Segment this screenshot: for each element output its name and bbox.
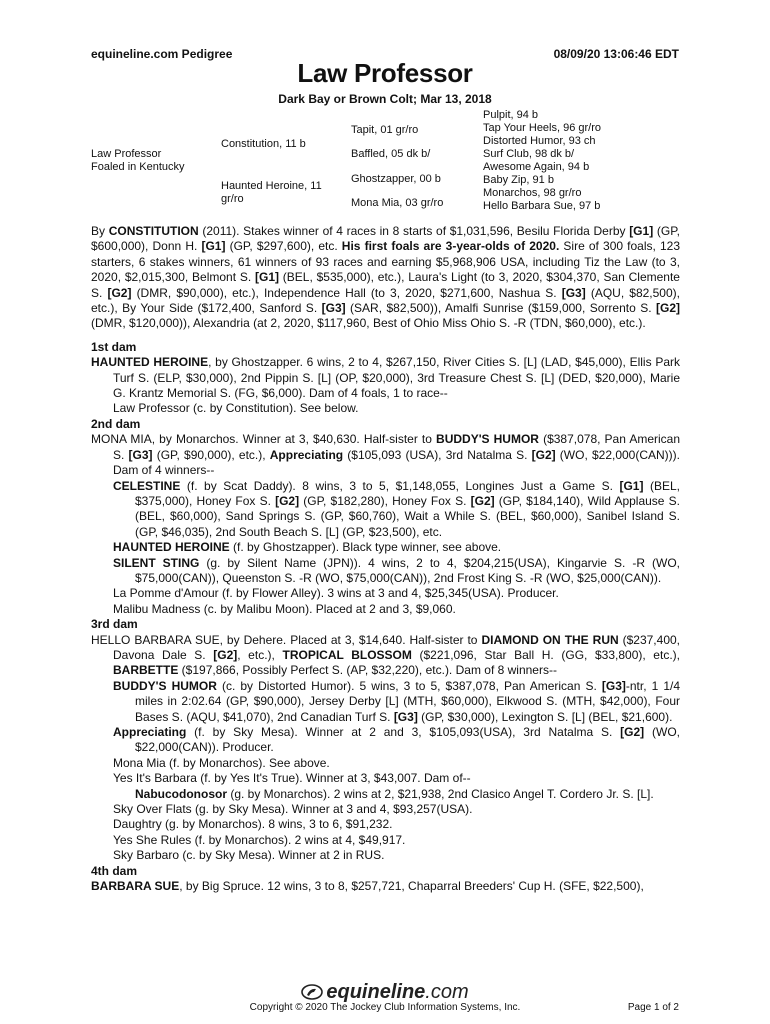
- produce-entry: Yes It's Barbara (f. by Yes It's True). Winner at 3, $43,007. Dam of--: [113, 771, 471, 786]
- produce-entry: Daughtry (g. by Monarchos). 8 wins, 3 to 6, $91,232.: [113, 817, 393, 832]
- gen4-cell: Pulpit, 94 b: [483, 109, 539, 121]
- produce-entry: La Pomme d'Amour (f. by Flower Alley). 3 wins at 3 and 4, $25,345(USA). Producer.: [113, 586, 559, 601]
- dam-entry: HELLO BARBARA SUE, by Dehere. Placed at 3, $14,640. Half-sister to DIAMOND ON THE RUN ($237,400, Davona Dale S. [G2], etc.), TROPICAL BLOSSOM ($221,096, Star Ball H. (GG, $33,800), etc.), BARBETTE ($197,866, Possibly Perfect S. (AP, $32,220), etc.). Dam of 8 winners--: [91, 632, 680, 678]
- dam-entry: MONA MIA, by Monarchos. Winner at 3, $40,630. Half-sister to BUDDY'S HUMOR ($387,078, Pan American S. [G3] (GP, $90,000), etc.), Appreciating ($105,093 (USA), 3rd Natalma S. [G2] (WO, $22,000(CAN))). Dam of 4 winners--: [91, 432, 681, 478]
- header-timestamp: 08/09/20 13:06:46 EDT: [553, 47, 679, 61]
- produce-entry: Law Professor (c. by Constitution). See below.: [113, 401, 359, 416]
- gen4-cell: Baby Zip, 91 b: [483, 174, 554, 186]
- produce-entry: Sky Barbaro (c. by Sky Mesa). Winner at 2 in RUS.: [113, 848, 385, 863]
- dam-entry: BARBARA SUE, by Big Spruce. 12 wins, 3 to 8, $257,721, Chaparral Breeders' Cup H. (SFE, $22,500),: [91, 879, 644, 894]
- copyright-notice: Copyright © 2020 The Jockey Club Information Systems, Inc.: [249, 1002, 521, 1013]
- horse-description: Dark Bay or Brown Colt; Mar 13, 2018: [278, 92, 492, 106]
- section-heading: 4th dam: [91, 863, 138, 878]
- subject-foaled: Foaled in Kentucky: [91, 161, 185, 173]
- produce-entry: CELESTINE (f. by Scat Daddy). 8 wins, 3 to 5, $1,148,055, Longines Just a Game S. [G1] (BEL, $375,000), Honey Fox S. [G2] (GP, $182,280), Honey Fox S. [G2] (GP, $184,140), Wild Applause S. (BEL, $60,000), Sand Springs S. (GP, $60,760), Wait a While S. (BEL, $60,000), Sanibel Island S. (GP, $46,035), 2nd South Beach S. [L] (GP, $23,500), etc.: [113, 478, 680, 539]
- produce-entry: Yes She Rules (f. by Monarchos). 2 wins at 4, $49,917.: [113, 832, 406, 847]
- equineline-logo: equineline.com: [0, 981, 770, 1004]
- section-heading: 3rd dam: [91, 617, 138, 632]
- gen4-cell: Surf Club, 98 dk b/: [483, 148, 575, 160]
- gen4-cell: Tap Your Heels, 96 gr/ro: [483, 122, 602, 134]
- horse-logo-icon: [301, 984, 323, 1000]
- produce-entry: Mona Mia (f. by Monarchos). See above.: [113, 755, 330, 770]
- dam-entry: HAUNTED HEROINE, by Ghostzapper. 6 wins, 2 to 4, $267,150, River Cities S. [L] (LAD, $45,000), Ellis Park Turf S. (ELP, $30,000), 2nd Pippin S. [L] (OP, $20,000), 3rd Treasure Chest S. [L] (DED, $20,000), Marie G. Krantz Memorial S. (FG, $6,000). Dam of 4 foals, 1 to race--: [91, 355, 681, 401]
- sire-cell: Constitution, 11 b: [221, 138, 306, 150]
- dam-cell: Haunted Heroine, 11 gr/ro: [221, 180, 322, 205]
- gen4-cell: Hello Barbara Sue, 97 b: [483, 200, 601, 212]
- produce-entry: HAUNTED HEROINE (f. by Ghostzapper). Black type winner, see above.: [113, 540, 502, 555]
- sire-paragraph: By CONSTITUTION (2011). Stakes winner of 4 races in 8 starts of $1,031,596, Besilu Florida Derby [G1] (GP, $600,000), Donn H. [G1] (GP, $297,600), etc. His first foals are 3-year-olds of 2020. Sire of 300 foals, 123 starters, 6 stakes winners, 61 winners of 93 races and earning $5,968,906 USA, including Tiz the Law (to 3, 2020, $2,015,300, Belmont S. [G1] (BEL, $535,000), etc.), Laura's Light (to 3, 2020, $304,370, San Clemente S. [G2] (DMR, $90,000), etc.), Independence Hall (to 3, 2020, $271,600, Nashua S. [G3] (AQU, $82,500), etc.), By Your Side ($172,400, Sanford S. [G3] (SAR, $82,500)), Amalfi Sunrise ($159,000, Sorrento S. [G2] (DMR, $120,000)), Alexandria (at 2, 2020, $117,960, Best of Ohio Miss Ohio S. -R (TDN, $60,000), etc.).: [91, 224, 680, 331]
- pedigree-text: [91, 224, 680, 894]
- gen4-cell: Awesome Again, 94 b: [483, 161, 590, 173]
- produce-entry: Sky Over Flats (g. by Sky Mesa). Winner at 3 and 4, $93,257(USA).: [113, 802, 473, 817]
- gen4-cell: Monarchos, 98 gr/ro: [483, 187, 582, 199]
- page-title: Law Professor: [297, 58, 473, 88]
- sire-sire-cell: Tapit, 01 gr/ro: [351, 124, 419, 136]
- dam-sire-cell: Ghostzapper, 00 b: [351, 173, 441, 185]
- section-heading: 2nd dam: [91, 416, 141, 431]
- gen4-cell: Distorted Humor, 93 ch: [483, 135, 596, 147]
- produce-entry: Malibu Madness (c. by Malibu Moon). Placed at 2 and 3, $9,060.: [113, 601, 456, 616]
- produce-entry: Appreciating (f. by Sky Mesa). Winner at 2 and 3, $105,093(USA), 3rd Natalma S. [G2] (WO, $22,000(CAN)). Producer.: [113, 725, 680, 755]
- produce-entry: SILENT STING (g. by Silent Name (JPN)). 4 wins, 2 to 4, $204,215(USA), Kingarvie S. -R (WO, $75,000(CAN)), Queenston S. -R (WO, $75,000(CAN)), 2nd Frost King S. -R (WO, $25,000(CAN)).: [113, 555, 681, 585]
- subject-name: Law Professor: [91, 148, 162, 160]
- produce-entry: BUDDY'S HUMOR (c. by Distorted Humor). 5 wins, 3 to 5, $387,078, Pan American S. [G3]-ntr, 1 1/4 miles in 2:02.64 (GP, $90,000), Jersey Derby [L] (MTH, $60,000), Elkwood S. (MTH, $42,000), Four Bases S. (AQU, $41,070), 2nd Canadian Turf S. [G3] (GP, $30,000), Lexington S. [L] (BEL, $21,600).: [113, 678, 680, 724]
- page-number: Page 1 of 2: [627, 1002, 679, 1013]
- sire-dam-cell: Baffled, 05 dk b/: [351, 148, 431, 160]
- produce-entry: Nabucodonosor (g. by Monarchos). 2 wins at 2, $21,938, 2nd Clasico Angel T. Cordero Jr. S. [L].: [135, 786, 654, 801]
- header-site-label: equineline.com Pedigree: [91, 47, 233, 61]
- section-heading: 1st dam: [91, 339, 137, 354]
- dam-dam-cell: Mona Mia, 03 gr/ro: [351, 197, 444, 209]
